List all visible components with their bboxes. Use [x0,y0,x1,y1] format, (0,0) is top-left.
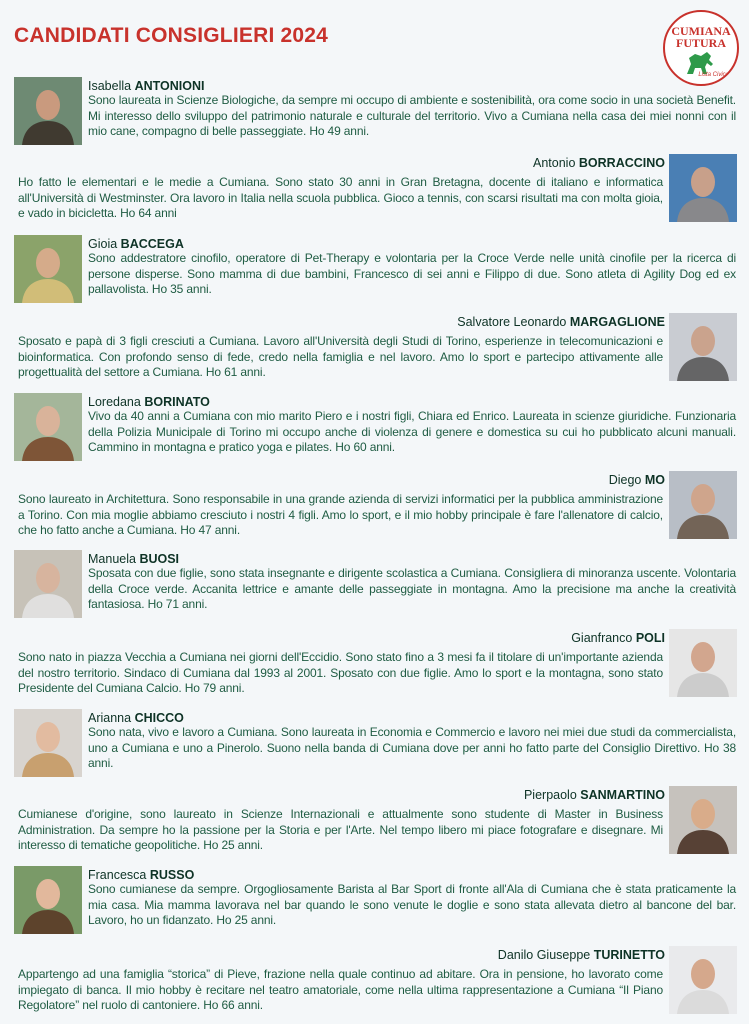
candidate-name: Gianfranco POLI [571,631,665,645]
candidate-photo [669,946,737,1014]
candidate-photo [14,393,82,461]
candidate-bio: Sono laureato in Architettura. Sono responsabile in una grande azienda di servizi informatici per la pubblica amministrazione a Torino. Con mia moglie abbiamo cresciuto i nostri 4 figli. Amo lo sport, e il mio hobby principale è fare l'allenatore di calcio, che ho fatto anche a Cumiana. Ho 47 anni. [18,492,663,538]
candidate-bio: Appartengo ad una famiglia “storica” di Pieve, frazione nella quale continuo ad abitare. Ora in pensione, ho lavorato come impiegato di banca. Il mio hobby è recitare nel teatro amatoriale, come nella ultima rappresentazione a Cumiana “Il Piano Regolatore” nel ruolo di cantoniere. Ho 66 anni. [18,967,663,1013]
candidate-bio: Sono nata, vivo e lavoro a Cumiana. Sono laureata in Economia e Commercio e lavoro nei miei due studi da commercialista, uno a Cumiana e uno a Pinerolo. Suono nella banda di Cumiana dove per anni ho fatto parte del Consiglio Direttivo. Ho 38 anni. [88,725,736,771]
logo-line-1: CUMIANA [671,24,731,38]
candidate-gioia-baccega [0,233,749,305]
candidate-bio: Sono nato in piazza Vecchia a Cumiana nei giorni dell'Eccidio. Sono stato fino a 3 mesi fa il titolare di un'importante azienda del nostro territorio. Sindaco di Cumiana dal 1993 al 2001. Sposato con due figlie. Amo lo sport e la montagna, sono stato Presidente del Cumiana Calcio. Ho 79 anni. [18,650,663,696]
candidate-bio: Vivo da 40 anni a Cumiana con mio marito Piero e i nostri figli, Chiara ed Enrico. Laureata in scienze giuridiche. Funzionaria della Polizia Municipale di Torino mi occupo anche di violenza di genere e domestica su cui ho pubblicato alcuni manuali. Cammino in montagna e pratico yoga e pilates. Ho 60 anni. [88,409,736,455]
candidate-name: Isabella ANTONIONI [88,79,205,93]
candidate-isabella-antonioni [0,75,749,147]
candidate-name: Arianna CHICCO [88,711,184,725]
candidate-salvatore-leonardo-margaglione [0,311,749,383]
candidate-pierpaolo-sanmartino [0,784,749,856]
candidate-photo [669,629,737,697]
candidate-photo [669,786,737,854]
candidate-arianna-chicco [0,707,749,779]
candidate-photo [669,313,737,381]
candidate-name: Gioia BACCEGA [88,237,184,251]
candidate-name: Loredana BORINATO [88,395,210,409]
candidate-bio: Sono addestratore cinofilo, operatore di Pet-Therapy e volontaria per la Croce Verde nelle unità cinofile per la ricerca di persone disperse. Sono mamma di due bambini, Francesco di sei anni e Filippo di due. Sono atleta di Agility Dog ed ex pallavolista. Ho 35 anni. [88,251,736,297]
candidate-photo [14,709,82,777]
candidate-name: Salvatore Leonardo MARGAGLIONE [457,315,665,329]
candidate-antonio-borraccino [0,152,749,224]
candidate-name: Francesca RUSSO [88,868,195,882]
candidate-photo [14,550,82,618]
candidate-danilo-giuseppe-turinetto [0,944,749,1016]
candidate-bio: Sposato e papà di 3 figli cresciuti a Cumiana. Lavoro all'Università degli Studi di Torino, esperienze in telecomunicazioni e bioinformatica. Con profondo senso di fede, credo nella famiglia e nel lavoro. Amo lo sport e partecipo attivamente alle progettualità del settore a Cumiana. Ho 61 anni. [18,334,663,380]
candidate-photo [14,866,82,934]
candidate-bio: Cumianese d'origine, sono laureato in Scienze Internazionali e attualmente sono studente di Master in Business Administration. Da sempre ho la passione per la Storia e per l'Arte. Nel tempo libero mi piace fotografare e disegnare. Mi interesso di tematiche geopolitiche. Ho 25 anni. [18,807,663,853]
logo-line-2: FUTURA [676,36,726,50]
page-title: CANDIDATI CONSIGLIERI 2024 [14,24,329,47]
candidate-photo [14,77,82,145]
candidate-bio: Ho fatto le elementari e le medie a Cumiana. Sono stato 30 anni in Gran Bretagna, docente di italiano e informatica all'Università di Westminster. Ora lavoro in Italia nella scuola pubblica. Gioco a tennis, con scarsi risultati ma con molta gioia, e vado in bicicletta. Ho 64 anni [18,175,663,221]
candidate-diego-mo [0,469,749,541]
candidate-bio: Sono cumianese da sempre. Orgogliosamente Barista al Bar Sport di fronte all'Ala di Cumiana che è stata praticamente la mia casa. Mia mamma lavorava nel bar quando le sono venute le doglie e sono stata allevata dietro al bancone del bar. Lavoro, ho un fidanzato. Ho 25 anni. [88,882,736,928]
candidate-bio: Sono laureata in Scienze Biologiche, da sempre mi occupo di ambiente e sostenibilità, ora come socio in una società Benefit. Mi interesso dello sviluppo del patrimonio naturale e culturale del territorio. Vivo a Cumiana nella casa dei miei nonni con il mio cane, compagno di belle passeggiate. Ho 49 anni. [88,93,736,139]
logo-line-3: Lista Civica [698,72,729,78]
candidate-gianfranco-poli [0,627,749,699]
candidate-photo [669,471,737,539]
candidate-loredana-borinato [0,391,749,463]
candidate-photo [669,154,737,222]
candidate-francesca-russo [0,864,749,936]
candidate-name: Danilo Giuseppe TURINETTO [497,948,665,962]
candidate-bio: Sposata con due figlie, sono stata insegnante e dirigente scolastica a Cumiana. Consigliera di minoranza uscente. Volontaria della Croce verde. Accanita lettrice e amante delle passeggiate in montagna. Amo la precisione ma anche la creatività fantasiosa. Ho 71 anni. [88,566,736,612]
candidate-name: Antonio BORRACCINO [533,156,665,170]
candidate-name: Pierpaolo SANMARTINO [523,788,665,802]
candidate-photo [14,235,82,303]
candidate-name: Manuela BUOSI [88,552,180,566]
candidate-name: Diego MO [608,473,665,487]
candidate-manuela-buosi [0,548,749,620]
